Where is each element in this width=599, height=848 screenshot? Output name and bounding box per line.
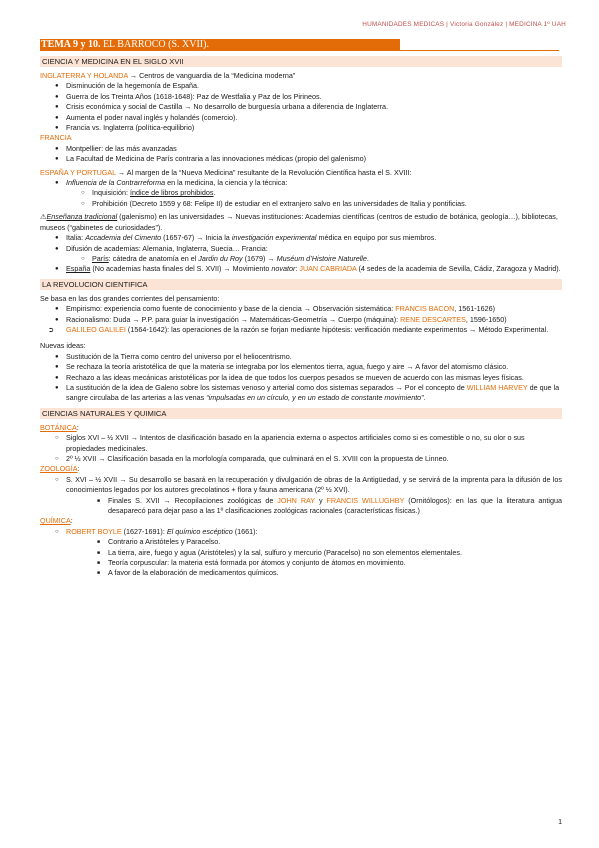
list-item: [66, 496, 562, 517]
ep-tail: → Al margen de la “Nueva Medicina” resultante de la Revolución Científica hasta el S. XVIII:: [115, 167, 412, 177]
text: FRANCIS WILLUGHBY: [326, 495, 405, 505]
text: (1627-1691):: [121, 526, 167, 536]
text: Accademia del Cimento: [85, 233, 162, 243]
section-heading-revolucion: LA REVOLUCION CIENTIFICA: [40, 279, 562, 290]
ep-list: [40, 178, 562, 209]
sublist: [66, 188, 562, 209]
text: , 1596-1650): [465, 314, 507, 324]
botanica-heading: BOTÁNICA:: [40, 422, 79, 432]
page-number: 1: [558, 819, 562, 826]
text: , 1561-1626): [454, 304, 496, 314]
ih-tail: → Centros de vanguardia de la “Medicina moderna”: [127, 71, 296, 80]
text: El químico escéptico: [166, 526, 233, 536]
list-item: [40, 264, 562, 274]
text: JUAN CABRIADA: [299, 264, 357, 274]
list-item: ● La Facultad de Medicina de París contraria a las innovaciones médicas (propio del galenismo): [40, 154, 562, 164]
nuevas-ideas-label: Nuevas ideas:: [40, 341, 86, 351]
nuevas-ideas-list: [40, 352, 562, 404]
text: y: [314, 495, 327, 505]
ensenanza-title: Enseñanza tradicional: [46, 212, 118, 222]
text: investigación experimental: [231, 233, 317, 243]
list-item: [66, 188, 562, 198]
indice-libros-link[interactable]: índice de libros prohibidos: [129, 188, 214, 198]
text: QUÍMICA: [40, 516, 71, 526]
list-item: ■ Teoría corpuscular: la materia está formada por átomos y conjunto de átomos en movimiento.: [66, 558, 562, 568]
list-item: ● Montpellier: de las más avanzadas: [40, 144, 562, 154]
list-item: ■ Contrario a Aristóteles y Paracelso.: [66, 537, 562, 547]
list-item: [40, 475, 562, 517]
corrientes-list: [40, 304, 562, 325]
academias-list: [40, 233, 562, 275]
text: GALILEO GALILEI: [66, 324, 126, 334]
text: España: [66, 264, 91, 274]
document-body: [40, 52, 562, 579]
francia-list: [40, 144, 562, 165]
list-item: [66, 254, 562, 264]
list-item: ○ 2º ½ XVII → Clasificación basada en la morfología comparada, que culminará en el S. XVIII con la propuesta de Linneo.: [40, 454, 562, 464]
botanica-list: [40, 433, 562, 464]
text: (1564-1642): las operaciones de la razón se forjan mediante hipótesis: verificación mediante experimentos → Método Experimental.: [125, 324, 549, 334]
text: novator: [271, 264, 296, 274]
section-heading-ciencia: CIENCIA Y MEDICINA EN EL SIGLO XVII: [40, 56, 562, 67]
text: Racionalismo: Duda → P.P. para guiar la investigación → Matemáticas-Geometría → Cuerpo (máquina):: [66, 314, 401, 324]
text: ROBERT BOYLE: [66, 526, 122, 536]
section-heading-ciencias-naturales: CIENCIAS NATURALES Y QUIMICA: [40, 408, 562, 419]
list-item: [40, 527, 562, 579]
ih-heading: [40, 71, 562, 81]
list-item: ● Rechazo a las ideas mecánicas aristotélicas por la idea de que todos los cuerpos pesados se mueven de acuerdo con las mismas leyes físicas.: [40, 373, 562, 383]
text: Empirismo: experiencia como fuente de conocimiento y base de la ciencia → Observación sistemática:: [66, 304, 396, 314]
text: Finales S. XVII → Recopilaciones zoológicas de: [108, 495, 278, 505]
arrow-icon: ➲: [48, 324, 55, 334]
sublist: [66, 254, 562, 264]
text: (No academias hasta finales del S. XVII) → Movimiento: [90, 264, 272, 274]
text: Jardin du Roy: [198, 253, 243, 263]
text: .: [423, 393, 426, 403]
text: S. XVI – ½ XVII → Su desarrollo se basará en la recuperación y divulgación de obras de la Antigüedad, y se servirá de la imprenta para la difusión de los conocimientos legados por los autores grecolatinos + flora y fauna americana (2º ½ XVI).: [66, 474, 562, 495]
ih-title: INGLATERRA Y HOLANDA: [40, 71, 128, 80]
list-item: ● Guerra de los Treinta Años (1618-1648): Paz de Westfalia y Paz de los Pirineos.: [40, 92, 562, 102]
sublist: [66, 537, 562, 579]
list-item: [40, 244, 562, 265]
text: Muséum d’Histoire Naturelle: [276, 253, 367, 263]
title-rule: [40, 50, 559, 51]
text: (Ornitólogos): en las que la literatura antigua desaparecó para dejar paso a las 1º clasificaciones zoológicas racionales (características físicas.): [108, 495, 562, 516]
text: RENE DESCARTES: [400, 314, 466, 324]
list-item: ■ A favor de la elaboración de medicamentos químicos.: [66, 568, 562, 578]
text: (1661):: [232, 526, 258, 536]
zoologia-heading: ZOOLOGÍA:: [40, 464, 80, 474]
list-item: ■ La tierra, aire, fuego y agua (Aristóteles) y la sal, sulfuro y mercurio (Paracelso) no son elementos elementales.: [66, 548, 562, 558]
text: .: [366, 253, 369, 263]
list-item: ● Sustitución de la Tierra como centro del universo por el heliocentrismo.: [40, 352, 562, 362]
title-topic: EL BARROCO (S. XVII).: [102, 39, 209, 50]
list-item: ● Se rechaza la teoría aristotélica de que la materia se integraba por los elementos tierra, agua, fuego y aire → A favor del atomismo clásico.: [40, 362, 562, 372]
document-title: [40, 39, 400, 50]
list-item: ● Francia vs. Inglaterra (política-equilibrio): [40, 123, 562, 133]
ensenanza-text: (galenismo) en las universidades → Nuevas instituciones: Academias científicas (centros de estudio de botánica, geología…), bibliotecas, museos (“gabinetes de curiosidades”).: [40, 212, 558, 232]
quimica-heading: QUÍMICA:: [40, 516, 73, 526]
contrarreforma-text: Influencia de la Contrarreforma: [66, 178, 166, 188]
text: :: [295, 264, 300, 274]
list-item-text: en la medicina, la ciencia y la técnica:: [165, 178, 288, 188]
text: La sustitución de la idea de Galeno sobre los sistemas venoso y arterial como dos sistemas separados → Por el concepto de: [66, 382, 467, 392]
text: Italia:: [66, 233, 86, 243]
list-item: [40, 304, 562, 314]
list-item: ○ Prohibición (Decreto 1559 y 68: Felipe II) de estudiar en el extranjero salvo en las universidades de Italia y pontificias.: [66, 199, 562, 209]
list-item: ● Crisis económica y social de Castilla → No desarrollo de burguesía urbana a diferencia de Inglaterra.: [40, 102, 562, 112]
page-header: HUMANIDADES MEDICAS | Victoria González | MEDICINA 1º UAH: [362, 21, 566, 28]
text: FRANCIS BACON: [395, 304, 455, 314]
text: Difusión de academias: Alemania, Inglaterra, Suecia… Francia:: [66, 243, 268, 253]
list-item: [40, 383, 562, 404]
zoologia-list: [40, 475, 562, 517]
list-item-text: .: [213, 188, 216, 198]
list-item: [40, 315, 562, 325]
text: médica en equipo por sus miembros.: [316, 233, 437, 243]
list-item: [40, 178, 562, 209]
ep-heading: [40, 168, 562, 178]
text: BOTÁNICA: [40, 422, 77, 432]
sublist: [66, 496, 562, 517]
text: : cátedra de anatomía en el: [108, 253, 199, 263]
text: ZOOLOGÍA: [40, 464, 78, 474]
revolucion-intro: Se basa en las dos grandes corrientes del pensamiento:: [40, 293, 220, 303]
galileo-item: [40, 325, 562, 335]
text: (1657-67) → Inicia la: [161, 233, 232, 243]
text: “impulsadas en un círculo, y en un estado de constante movimiento”: [206, 393, 424, 403]
francia-title: FRANCIA: [40, 133, 72, 143]
quimica-list: [40, 527, 562, 579]
text: (4 sedes de la academia de Sevilla, Cádiz, Zaragoza y Madrid).: [356, 264, 561, 274]
list-item: ● Aumenta el poder naval inglés y holandés (comercio).: [40, 113, 562, 123]
text: París: [92, 253, 109, 263]
warning-icon: ⚠: [40, 212, 47, 222]
list-item: ● Disminución de la hegemonía de España.: [40, 81, 562, 91]
list-item: ○ Siglos XVI – ½ XVII → Intentos de clasificación basado en la apariencia externa o aspectos artificiales como si es comestible o no, su olor o sus propiedades medicinales.: [40, 433, 562, 454]
text: JOHN RAY: [277, 495, 315, 505]
ih-list: [40, 81, 562, 133]
ep-title: ESPAÑA Y PORTUGAL: [40, 167, 116, 177]
title-number: TEMA 9 y 10.: [41, 39, 101, 50]
list-item: [40, 233, 562, 243]
ensenanza-paragraph: [40, 212, 562, 233]
text: WILLIAM HARVEY: [466, 382, 528, 392]
text: de que la sangre circulaba de las arterias a las venas: [66, 382, 560, 403]
text: (1679) →: [242, 253, 277, 263]
inquisicion-label: Inquisición:: [92, 188, 130, 198]
